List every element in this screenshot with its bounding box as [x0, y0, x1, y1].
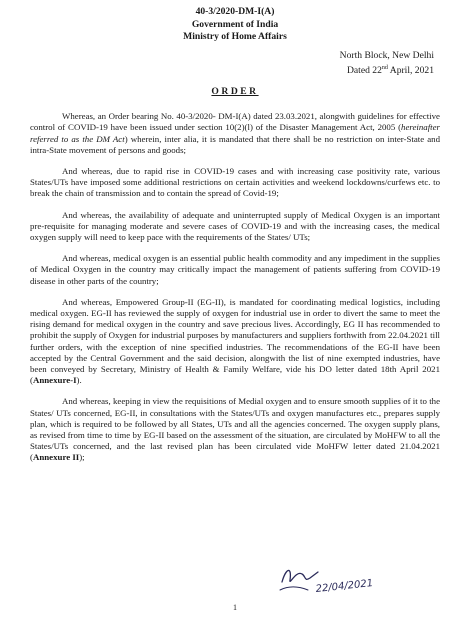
paragraph-2: And whereas, due to rapid rise in COVID-19 cases and with increasing case positivity rate, various States/UTs have imposed some additional restrictions on certain activities and weekend lockdowns/curfews etc. to break the chain of transmission and to contain the spread of Covid-19;: [30, 165, 440, 199]
order-date: Dated 22nd April, 2021: [346, 65, 434, 77]
order-reference: 40-3/2020-DM-I(A): [195, 6, 275, 17]
paragraph-4: And whereas, medical oxygen is an essential public health commodity and any impediment in the supplies of Medical Oxygen in the country may critically impact the management of patients suffering from COVID-19 disease in other parts of the country;: [30, 253, 440, 286]
paragraph-3: And whereas, the availability of adequate and uninterrupted supply of Medical Oxygen is an important pre-requisite for managing moderate and severe cases of COVID-19 and with the increasing cases, the medical oxygen supply will need to keep pace with the requirements of the States/ UTs;: [30, 209, 440, 242]
signature: [278, 560, 388, 600]
ministry-name: Ministry of Home Affairs: [183, 31, 287, 43]
order-title: ORDER: [211, 86, 259, 98]
page-number: 1: [233, 603, 237, 612]
government-name: Government of India: [191, 18, 279, 30]
signature-date: 22/04/2021: [315, 578, 374, 595]
address-block: [30, 50, 440, 78]
letterhead: [30, 0, 440, 44]
paragraph-6: And whereas, keeping in view the requisitions of Medial oxygen and to ensure smooth supplies of it to the States/ UTs concerned, EG-II, in consultations with the States/UTs and oxygen manufactures etc., prepares supply plan, which is required to be followed by all States, UTs and all the agencies concerned. The oxygen supply plans, as revised from time to time by EG-II based on the assessment of the situation, are circulated by MoHFW to all the States/UTs concerned, and the last revised plan has been circulated vide MoHFW letter dated 21.04.2021 (Annexure II);: [30, 396, 440, 463]
annexure-1-ref: Annexure-I: [32, 375, 77, 386]
paragraph-1: Whereas, an Order bearing No. 40-3/2020- DM-I(A) dated 23.03.2021, alongwith guidelines for effective control of COVID-19 have been issued under section 10(2)(l) of the Disaster Management Act, 2005 (hereinafter referred to as the DM Act) wherein, inter alia, it is mandated that there shall be no restriction on inter-State and intra-State movement of persons and goods;: [30, 111, 440, 155]
paragraph-5: And whereas, Empowered Group-II (EG-II), is mandated for coordinating medical logistics, including medical oxygen. EG-II has reviewed the supply of oxygen for industrial use in order to divert the same to meet the rising demand for medical oxygen in the country and save precious lives. Accordingly, EG II has recommended to prohibit the supply of Oxygen for industrial purposes by manufacturers and suppliers forthwith from 22.04.2021 till further orders, with the exception of nine specified industries. The recommendations of the EG-II have been accepted by the Central Government and the said decision, alongwith the list of nine exempted industries, have been conveyed by Secretary, Ministry of Health & Family Welfare, vide his DO letter dated 18th April 2021 (Annexure-I).: [30, 296, 440, 386]
annexure-2-ref: Annexure II: [32, 452, 80, 463]
office-location: North Block, New Delhi: [339, 49, 434, 61]
